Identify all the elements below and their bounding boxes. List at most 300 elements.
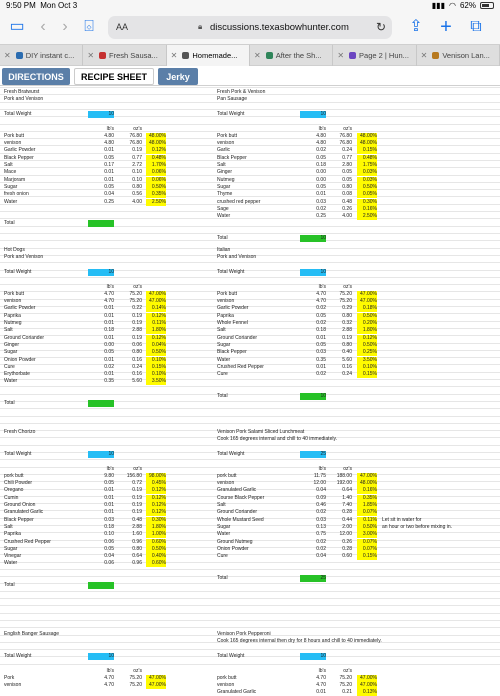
ingredient-name: Water	[217, 356, 231, 363]
ingredient-lbs: 0.06	[104, 560, 114, 567]
ingredient-ozs: 0.22	[132, 305, 142, 312]
ingredient-percent: 2.50%	[357, 213, 377, 220]
ingredient-name: Cumin	[4, 494, 19, 501]
total-weight-label: Total Weight	[217, 652, 245, 659]
total-label: Total	[4, 220, 15, 227]
ingredient-name: Cure	[4, 363, 15, 370]
ingredient-ozs: 0.40	[342, 349, 352, 356]
total-value: 10	[300, 393, 326, 400]
total-label: Total	[217, 575, 228, 581]
ingredient-name: Paprika	[4, 531, 21, 538]
ingredient-percent: 0.03%	[357, 177, 377, 184]
total-weight-input: 10	[300, 111, 326, 118]
tab-label: Homemade...	[192, 51, 238, 60]
ingredient-ozs: 0.64	[342, 487, 352, 494]
ingredient-percent: 0.12%	[146, 487, 166, 494]
ingredient-percent: 3.50%	[146, 378, 166, 385]
ingredient-percent: 0.50%	[357, 524, 377, 531]
lbs-header: lb's	[318, 125, 326, 132]
ingredient-name: Onion Powder	[217, 545, 249, 552]
ingredient-percent: 0.05%	[357, 191, 377, 198]
ingredient-lbs: 4.70	[316, 682, 326, 689]
ingredient-name: Oregano	[4, 487, 24, 494]
ingredient-name: Salt	[217, 502, 226, 508]
ingredient-ozs: 192.00	[336, 480, 352, 487]
ingredient-percent: 47.00%	[357, 473, 377, 480]
recipe-subtitle: Pan Sausage	[217, 96, 248, 103]
ingredient-lbs: 0.35	[316, 356, 326, 363]
ingredient-name: Water	[4, 560, 18, 567]
browser-tab[interactable]	[167, 45, 250, 66]
close-tab-icon[interactable]: ✕	[4, 51, 11, 60]
close-tab-icon[interactable]: ✕	[337, 51, 345, 60]
ingredient-percent: 3.00%	[357, 531, 377, 538]
browser-tab[interactable]	[83, 45, 166, 66]
ingredient-percent: 0.10%	[357, 364, 377, 371]
ingredient-name: Ground Coriander	[4, 334, 45, 341]
ingredient-lbs: 0.01	[104, 356, 114, 363]
ingredient-ozs: 0.56	[132, 191, 142, 198]
ingredient-name: Pork butt	[217, 132, 238, 139]
recipe-title: Italian	[217, 247, 231, 253]
clock: 9:50 PM	[6, 1, 36, 10]
total-weight-input: 25	[300, 451, 326, 458]
ingredient-name: Salt	[4, 327, 13, 334]
ingredient-name: Black Pepper	[217, 349, 247, 356]
ingredient-percent: 0.10%	[146, 357, 166, 364]
ingredient-ozs: 75.20	[339, 298, 352, 305]
ingredient-lbs: 0.18	[316, 162, 326, 168]
ingredient-percent: 0.35%	[146, 191, 166, 198]
ingredient-name: Sugar	[217, 183, 231, 190]
ingredient-name: Sugar	[4, 349, 18, 356]
ingredient-percent: 0.40%	[146, 553, 166, 560]
ingredient-lbs: 0.03	[104, 516, 114, 523]
ingredient-ozs: 0.96	[132, 538, 142, 545]
ingredient-name: pork butt	[4, 472, 24, 479]
ingredient-lbs: 4.80	[104, 132, 114, 139]
total-label: Total	[217, 393, 228, 399]
ingredient-ozs: 0.24	[342, 371, 352, 378]
ingredient-lbs: 0.02	[316, 305, 326, 312]
ingredient-name: Water	[217, 531, 231, 538]
ingredient-ozs: 0.48	[132, 516, 142, 523]
ingredient-lbs: 0.01	[316, 191, 326, 198]
ingredient-lbs: 0.13	[316, 523, 326, 530]
favicon-icon	[266, 52, 273, 59]
browser-tab[interactable]	[0, 45, 83, 66]
ingredient-name: venison	[4, 140, 22, 147]
ingredient-ozs: 76.80	[339, 132, 352, 139]
ingredient-lbs: 0.10	[104, 531, 114, 538]
ingredient-name: Crushed Red Pepper	[4, 538, 51, 545]
ingredient-percent: 47.00%	[146, 682, 166, 689]
browser-tab[interactable]	[417, 45, 500, 66]
ingredient-ozs: 0.19	[342, 334, 352, 341]
ingredient-ozs: 0.28	[342, 509, 352, 516]
signal-icon: ▮▮▮	[431, 1, 445, 10]
ingredient-percent: 1.80%	[357, 327, 377, 334]
ingredient-name: Marjoram	[4, 176, 26, 183]
ingredient-lbs: 4.70	[104, 298, 114, 305]
ingredient-percent: 0.06%	[146, 169, 166, 176]
ingredient-percent: 0.48%	[146, 155, 166, 162]
recipe-title: Fresh Chorizo	[4, 429, 36, 435]
ingredient-name: Salt	[217, 327, 226, 334]
ingredient-name: Whole Mustard Seed	[217, 516, 264, 523]
ingredient-lbs: 0.05	[104, 183, 114, 190]
ingredient-ozs: 2.72	[132, 162, 142, 168]
ingredient-ozs: 0.77	[132, 154, 142, 161]
new-tab-icon[interactable]: +	[440, 16, 452, 38]
ingredient-name: Sage	[217, 205, 229, 212]
ingredient-percent: 0.50%	[146, 349, 166, 356]
ingredient-ozs: 0.80	[342, 341, 352, 348]
ingredient-percent: 0.03%	[357, 169, 377, 176]
ingredient-ozs: 0.19	[132, 502, 142, 508]
total-weight-input: 10	[88, 653, 114, 660]
ingredient-name: Salt	[4, 162, 13, 168]
ingredient-ozs: 1.60	[132, 531, 142, 538]
ingredient-name: Pork butt	[217, 290, 238, 297]
ingredient-lbs: 0.00	[316, 169, 326, 176]
ingredient-name: Salt	[217, 162, 226, 168]
total-weight-input: 10	[88, 111, 114, 118]
recipe-subtitle: Cook 165 degrees internal then dry for 8 hours and chill to 40 immediately.	[217, 638, 382, 645]
ingredient-lbs: 0.18	[104, 523, 114, 530]
ingredient-name: Granulated Garlic	[217, 487, 257, 494]
ingredient-ozs: 0.19	[132, 320, 142, 326]
ingredient-lbs: 0.05	[104, 545, 114, 552]
ingredient-ozs: 0.80	[132, 183, 142, 190]
ingredient-ozs: 4.00	[342, 213, 352, 220]
ingredient-percent: 0.10%	[146, 371, 166, 378]
ingredient-percent: 0.11%	[357, 517, 377, 524]
browser-tab[interactable]	[250, 45, 333, 66]
ingredient-ozs: 0.19	[132, 494, 142, 501]
date: Mon Oct 3	[40, 1, 78, 10]
recipe-subtitle: Pork and Venison	[4, 254, 44, 261]
ingredient-percent: 2.50%	[146, 199, 166, 206]
recipe-title: Fresh Pork & Venison	[217, 89, 266, 95]
ingredient-lbs: 11.75	[313, 472, 326, 479]
ingredient-name: Cure	[217, 553, 228, 560]
ingredient-percent: 0.15%	[357, 147, 377, 154]
sidebar-icon[interactable]: ▭	[9, 18, 25, 35]
lbs-header: lb's	[318, 667, 326, 674]
ingredient-ozs: 4.00	[132, 198, 142, 205]
ingredient-ozs: 2.88	[132, 523, 142, 530]
total-label: Total	[4, 400, 15, 407]
ingredient-ozs: 12.00	[339, 531, 352, 538]
recipe-title: Venison Pork Salami Sliced Lunchmeat	[217, 429, 305, 435]
ingredient-name: pork butt	[217, 472, 237, 479]
ingredient-lbs: 0.00	[104, 341, 114, 348]
ingredient-ozs: 75.20	[339, 682, 352, 689]
ingredient-lbs: 0.02	[316, 538, 326, 545]
close-tab-icon[interactable]: ✕	[253, 51, 261, 60]
total-label: Total	[4, 582, 15, 589]
back-icon[interactable]: ‹	[40, 18, 46, 35]
ingredient-percent: 0.35%	[357, 495, 377, 502]
address-bar[interactable]	[108, 16, 392, 39]
close-tab-icon[interactable]: ✕	[87, 51, 95, 60]
ingredient-ozs: 0.26	[342, 538, 352, 545]
ingredient-lbs: 0.05	[104, 154, 114, 161]
ingredient-percent: 47.00%	[357, 675, 377, 682]
ingredient-lbs: 4.80	[316, 140, 326, 147]
ingredient-name: Water	[4, 378, 18, 385]
ingredient-percent: 47.00%	[357, 682, 377, 689]
ingredient-name: fresh onion	[4, 191, 29, 198]
tab-overview-icon[interactable]: ⧉	[470, 18, 482, 35]
ingredient-name: venison	[217, 140, 235, 147]
close-tab-icon[interactable]: ✕	[170, 51, 178, 60]
ingredient-percent: 47.00%	[146, 291, 166, 298]
ingredient-lbs: 0.09	[316, 494, 326, 501]
ingredient-name: Paprika	[217, 312, 234, 319]
ingredient-lbs: 0.05	[316, 341, 326, 348]
ingredient-lbs: 0.35	[104, 378, 114, 385]
ingredient-lbs: 0.05	[104, 480, 114, 487]
ingredient-ozs: 0.19	[132, 312, 142, 319]
ingredient-lbs: 0.01	[104, 305, 114, 312]
recipe-title: English Banger Sausage	[4, 631, 60, 637]
recipe-subtitle: Cook 165 degrees internal and chill to 40 immediately.	[217, 436, 337, 443]
lock-icon: 🔒︎	[198, 22, 203, 31]
ingredient-name: Water	[217, 213, 231, 220]
ingredient-percent: 3.50%	[357, 357, 377, 364]
ingredient-ozs: 75.20	[129, 290, 142, 297]
ingredient-percent: 0.07%	[357, 546, 377, 553]
ingredient-percent: 0.16%	[357, 206, 377, 213]
ingredient-name: Ginger	[4, 341, 20, 348]
ingredient-percent: 1.00%	[146, 531, 166, 538]
ingredient-lbs: 0.05	[316, 312, 326, 319]
ingredient-lbs: 4.70	[104, 682, 114, 689]
total-value: 25	[300, 575, 326, 582]
battery-icon	[480, 2, 494, 9]
ingredient-name: Thyme	[217, 191, 233, 198]
ingredient-lbs: 0.01	[104, 334, 114, 341]
ingredient-percent: 0.16%	[357, 487, 377, 494]
total-label: Total	[217, 235, 228, 241]
ingredient-name: Ground Coriander	[217, 334, 258, 341]
ingredient-lbs: 4.70	[316, 674, 326, 681]
ingredient-percent: 1.80%	[146, 524, 166, 531]
ingredient-name: Sugar	[4, 183, 18, 190]
ingredient-ozs: 0.24	[342, 147, 352, 154]
total-weight-label: Total Weight	[217, 268, 245, 275]
ingredient-percent: 47.00%	[357, 291, 377, 298]
ozs-header: oz's	[343, 667, 352, 674]
ingredient-ozs: 76.80	[129, 140, 142, 147]
total-value	[88, 582, 114, 589]
bookmarks-icon[interactable]: ⌺	[84, 18, 94, 35]
ingredient-ozs: 2.88	[132, 327, 142, 334]
ingredient-percent: 0.07%	[357, 539, 377, 546]
ingredient-lbs: 0.04	[316, 553, 326, 560]
favicon-icon	[432, 52, 439, 59]
reload-icon[interactable]: ↻	[375, 20, 386, 34]
ingredient-lbs: 4.70	[104, 290, 114, 297]
total-weight-label: Total Weight	[217, 450, 245, 457]
ingredient-name: Garlic Powder	[4, 147, 36, 154]
total-weight-input: 10	[88, 269, 114, 276]
ingredient-ozs: 0.10	[132, 176, 142, 183]
favicon-icon	[182, 52, 189, 59]
ingredient-name: Cure	[217, 371, 228, 378]
sheet-tab[interactable]: DIRECTIONS	[2, 68, 70, 85]
ingredient-percent: 0.12%	[146, 147, 166, 154]
ingredient-ozs: 188.00	[336, 472, 352, 479]
ingredient-percent: 48.00%	[357, 133, 377, 140]
ingredient-lbs: 0.03	[316, 349, 326, 356]
ingredient-ozs: 0.24	[132, 363, 142, 370]
ingredient-ozs: 75.20	[129, 298, 142, 305]
reader-settings-button[interactable]: AA	[116, 22, 129, 32]
ingredient-percent: 0.15%	[146, 364, 166, 371]
ingredient-name: Ginger	[217, 169, 233, 176]
ingredient-percent: 0.15%	[357, 371, 377, 378]
ingredient-name: Black Pepper	[4, 154, 34, 161]
ingredient-name: venison	[217, 682, 235, 689]
ingredient-name: Garlic Powder	[217, 305, 249, 312]
ingredient-ozs: 0.19	[132, 334, 142, 341]
ingredient-ozs: 0.48	[342, 198, 352, 205]
forward-icon[interactable]: ›	[62, 18, 68, 35]
ingredient-percent: 1.85%	[357, 502, 377, 509]
ingredient-percent: 0.45%	[146, 480, 166, 487]
ingredient-lbs: 0.01	[104, 371, 114, 378]
ingredient-lbs: 4.70	[104, 674, 114, 681]
ingredient-lbs: 0.01	[104, 494, 114, 501]
lbs-header: lb's	[318, 283, 326, 290]
ingredient-name: Black Pepper	[217, 154, 247, 161]
total-value	[88, 400, 114, 407]
ingredient-ozs: 76.80	[339, 140, 352, 147]
ingredient-ozs: 0.80	[342, 183, 352, 190]
ingredient-name: venison	[4, 682, 22, 689]
ozs-header: oz's	[343, 465, 352, 472]
ingredient-name: Ground Coriander	[217, 509, 258, 516]
ingredient-name: venison	[217, 480, 235, 487]
ingredient-ozs: 0.60	[342, 553, 352, 560]
tab-label: Venison Lan...	[442, 51, 490, 60]
ingredient-lbs: 0.03	[316, 516, 326, 523]
ingredient-percent: 0.04%	[146, 342, 166, 349]
ingredient-percent: 0.50%	[357, 313, 377, 320]
ingredient-lbs: 0.00	[316, 176, 326, 183]
ingredient-lbs: 0.01	[316, 334, 326, 341]
ingredient-lbs: 0.25	[104, 198, 114, 205]
ingredient-percent: 0.50%	[146, 184, 166, 191]
ingredient-percent: 1.75%	[357, 162, 377, 169]
ingredient-name: Sugar	[217, 341, 231, 348]
ingredient-percent: 1.80%	[146, 327, 166, 334]
ingredient-name: Nutmeg	[4, 320, 22, 326]
ingredient-lbs: 0.04	[316, 487, 326, 494]
ingredient-ozs: 0.64	[132, 553, 142, 560]
favicon-icon	[16, 52, 23, 59]
ingredient-name: Ground Onion	[4, 502, 36, 508]
close-tab-icon[interactable]: ✕	[420, 51, 428, 60]
ingredient-ozs: 0.77	[342, 154, 352, 161]
ingredient-ozs: 0.10	[132, 169, 142, 176]
status-bar	[0, 0, 500, 11]
lbs-header: lb's	[106, 283, 114, 290]
ingredient-ozs: 5.60	[342, 356, 352, 363]
ingredient-lbs: 0.01	[316, 689, 326, 696]
total-weight-label: Total Weight	[217, 110, 245, 117]
ozs-header: oz's	[343, 283, 352, 290]
favicon-icon	[349, 52, 356, 59]
recipe-title: Fresh Bratwurst	[4, 89, 40, 95]
ingredient-percent: 48.00%	[357, 140, 377, 147]
ingredient-percent: 98.00%	[146, 473, 166, 480]
tab-label: Page 2 | Hun...	[359, 51, 409, 60]
ingredient-name: Pork	[4, 674, 15, 681]
ingredient-lbs: 0.01	[104, 502, 114, 508]
battery-percent: 62%	[459, 1, 476, 10]
ingredient-lbs: 0.01	[104, 176, 114, 183]
total-value: 10	[300, 235, 326, 242]
ingredient-percent: 47.00%	[357, 298, 377, 305]
recipe-subtitle: Pork and Venison	[217, 254, 257, 261]
ingredient-lbs: 0.46	[316, 502, 326, 508]
ingredient-ozs: 0.05	[342, 169, 352, 176]
ingredient-name: Nutmeg	[217, 176, 235, 183]
recipe-note: an hour or two before mixing in.	[382, 523, 453, 530]
ingredient-name: Paprika	[4, 312, 21, 319]
ingredient-lbs: 0.02	[316, 320, 326, 326]
ingredient-ozs: 75.20	[129, 682, 142, 689]
ingredient-percent: 0.60%	[146, 539, 166, 546]
ingredient-percent: 0.25%	[357, 349, 377, 356]
tab-label: After the Sh...	[275, 51, 322, 60]
ingredient-ozs: 5.60	[132, 378, 142, 385]
ozs-header: oz's	[133, 283, 142, 290]
sheet-tab[interactable]: Jerky	[158, 68, 198, 85]
ingredient-ozs: 0.96	[132, 560, 142, 567]
ingredient-percent: 0.15%	[357, 553, 377, 560]
ingredient-percent: 0.50%	[146, 546, 166, 553]
ingredient-lbs: 0.02	[316, 371, 326, 378]
sheet-tab[interactable]: RECIPE SHEET	[74, 68, 154, 85]
browser-tab[interactable]	[333, 45, 416, 66]
ingredient-lbs: 0.25	[316, 213, 326, 220]
ingredient-ozs: 0.26	[342, 205, 352, 212]
total-weight-input: 10	[88, 451, 114, 458]
recipe-title: Venison Pork Pepperoni	[217, 631, 271, 637]
share-icon[interactable]: ⇪	[409, 18, 423, 35]
ingredient-percent: 0.30%	[357, 199, 377, 206]
tab-label: DIY instant c...	[25, 51, 75, 60]
ingredient-name: venison	[217, 298, 235, 305]
ingredient-name: venison	[4, 298, 22, 305]
ingredient-ozs: 0.44	[342, 516, 352, 523]
ingredient-ozs: 0.19	[132, 147, 142, 154]
ingredient-lbs: 0.02	[316, 205, 326, 212]
ozs-header: oz's	[133, 125, 142, 132]
ingredient-percent: 0.12%	[146, 335, 166, 342]
url-text: discussions.texasbowhunter.com	[210, 22, 349, 33]
ingredient-ozs: 0.06	[132, 341, 142, 348]
ingredient-percent: 0.60%	[146, 560, 166, 567]
ingredient-lbs: 0.06	[104, 538, 114, 545]
ingredient-lbs: 0.05	[316, 154, 326, 161]
ingredient-percent: 0.50%	[357, 342, 377, 349]
